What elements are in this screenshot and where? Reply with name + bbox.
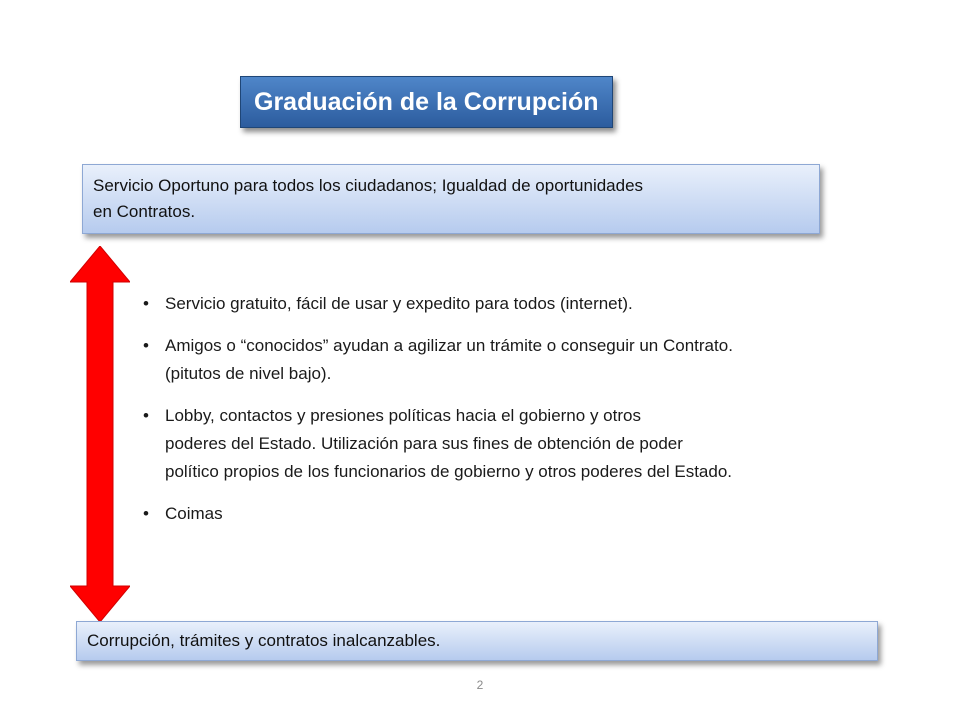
bullet-line: Servicio gratuito, fácil de usar y expedito para todos (internet). [165, 294, 633, 313]
bullet-item [143, 332, 923, 388]
bullet-item [143, 290, 923, 318]
slide-title: Graduación de la Corrupción [240, 76, 613, 128]
bullet-dot: • [143, 504, 149, 523]
bullet-line: poderes del Estado. Utilización para sus fines de obtención de poder [165, 434, 683, 453]
bullet-line: (pitutos de nivel bajo). [165, 364, 332, 383]
bullet-dot: • [143, 336, 149, 355]
bullet-dot: • [143, 406, 149, 425]
best-case-box [82, 164, 820, 234]
bullet-line: Lobby, contactos y presiones políticas hacia el gobierno y otros [165, 406, 641, 425]
bullet-item [143, 402, 923, 486]
bullet-dot: • [143, 294, 149, 313]
bullet-line: político propios de los funcionarios de gobierno y otros poderes del Estado. [165, 462, 733, 481]
page-number: 2 [476, 678, 484, 692]
bullet-line: Coimas [165, 504, 223, 523]
double-arrow-icon [70, 246, 130, 622]
bullet-item [143, 500, 923, 528]
bullet-list [143, 290, 923, 542]
bullet-line: Amigos o “conocidos” ayudan a agilizar un trámite o conseguir un Contrato. [165, 336, 733, 355]
best-case-line-1: Servicio Oportuno para todos los ciudadanos; Igualdad de oportunidades [93, 176, 644, 195]
best-case-line-2: en Contratos. [93, 202, 196, 221]
worst-case-box: Corrupción, trámites y contratos inalcanzables. [76, 621, 878, 661]
